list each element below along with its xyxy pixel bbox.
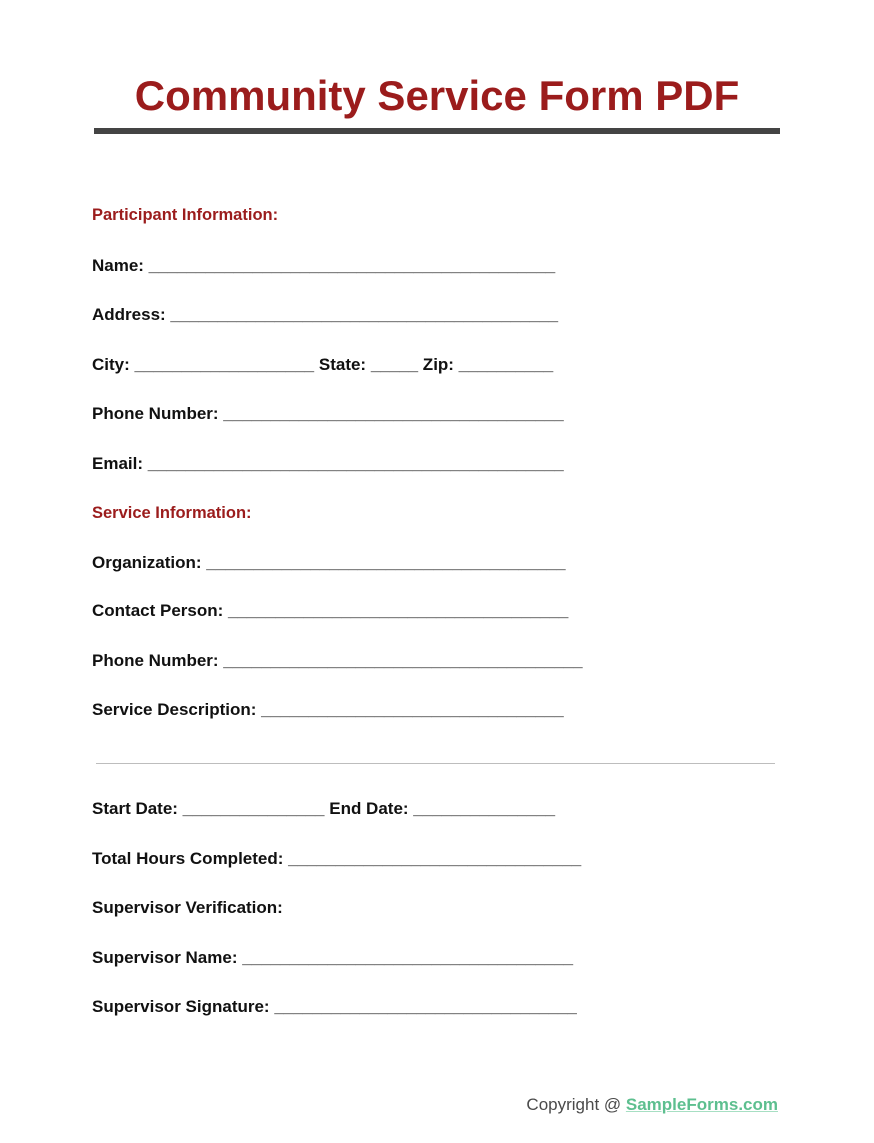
participant-phone-field[interactable]: Phone Number: ____________________________________ xyxy=(92,404,564,423)
name-field[interactable]: Name: ___________________________________________ xyxy=(92,256,556,275)
service-description-field[interactable]: Service Description: ________________________________ xyxy=(92,700,564,719)
title-underline xyxy=(94,128,780,134)
dates-field[interactable]: Start Date: _______________ End Date: _______________ xyxy=(92,799,556,818)
email-field[interactable]: Email: ____________________________________________ xyxy=(92,454,564,473)
supervisor-verification-label: Supervisor Verification: xyxy=(92,898,283,917)
participant-section-heading: Participant Information: xyxy=(92,206,279,224)
brand-link[interactable]: SampleForms.com xyxy=(625,1095,778,1114)
city-state-zip-field[interactable]: City: ___________________ State: _____ Zip: __________ xyxy=(92,355,554,374)
page-title: Community Service Form PDF xyxy=(134,72,740,119)
address-field[interactable]: Address: _________________________________________ xyxy=(92,305,559,324)
organization-field[interactable]: Organization: ______________________________________ xyxy=(92,553,566,572)
supervisor-signature-field[interactable]: Supervisor Signature: ________________________________ xyxy=(92,997,577,1016)
service-section-heading: Service Information: xyxy=(92,504,252,522)
section-divider xyxy=(96,763,775,764)
service-phone-field[interactable]: Phone Number: ______________________________________ xyxy=(92,651,583,670)
copyright-footer xyxy=(526,1094,778,1116)
contact-person-field[interactable]: Contact Person: ____________________________________ xyxy=(92,601,569,620)
copyright-text: Copyright @ xyxy=(526,1095,626,1114)
supervisor-name-field[interactable]: Supervisor Name: ___________________________________ xyxy=(92,948,574,967)
total-hours-field[interactable]: Total Hours Completed: _______________________________ xyxy=(92,849,582,868)
